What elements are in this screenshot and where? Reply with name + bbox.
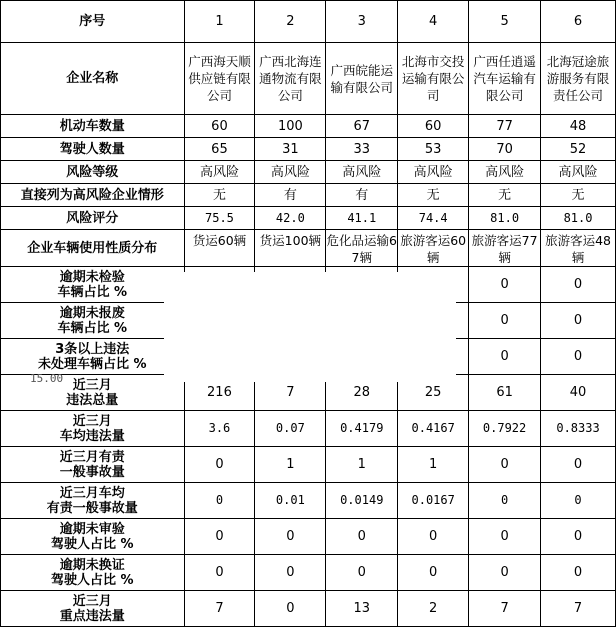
metric-value-cell: 61	[469, 375, 541, 411]
partial-value: 15.00	[30, 372, 64, 385]
metric-value-cell: 0	[541, 447, 616, 483]
metric-value-cell: 25	[398, 375, 469, 411]
metric-label-line: 逾期未报废	[59, 305, 125, 321]
metric-value-cell: 33	[326, 138, 398, 161]
metric-value-cell: 0	[541, 519, 616, 555]
metric-value-cell: 2	[398, 591, 469, 627]
company-name-row	[1, 43, 616, 115]
metric-label: 风险评分	[1, 207, 185, 230]
metric-value-cell: 0	[541, 483, 616, 519]
company-name-cell: 广西海天顺供应链有限公司	[184, 43, 255, 115]
company-name-header: 企业名称	[1, 43, 185, 115]
metric-value-cell: 0	[469, 267, 541, 303]
metric-label	[1, 339, 185, 375]
metric-value-cell: 75.5	[184, 207, 255, 230]
metric-value-cell: 有	[326, 184, 398, 207]
seq-cell: 4	[398, 1, 469, 43]
seq-row	[1, 1, 616, 43]
metric-value-cell: 0	[469, 303, 541, 339]
metric-value-cell: 40	[541, 375, 616, 411]
metric-value-cell: 旅游客运60辆	[398, 230, 469, 267]
metric-label: 直接列为高风险企业情形	[1, 184, 185, 207]
metric-value-cell: 0	[469, 483, 541, 519]
metric-value-cell: 60	[184, 115, 255, 138]
metric-value-cell: 0	[541, 267, 616, 303]
metric-value-cell: 0	[469, 555, 541, 591]
metric-value-cell: 旅游客运48辆	[541, 230, 616, 267]
metric-value-cell: 7	[184, 591, 255, 627]
metric-label-line: 违法总量	[66, 392, 119, 408]
seq-cell: 5	[469, 1, 541, 43]
metric-value-cell: 3.6	[184, 411, 255, 447]
metric-value-cell: 100	[255, 115, 326, 138]
metric-label-line: 逾期未换证	[59, 557, 125, 573]
metric-value-cell: 41.1	[326, 207, 398, 230]
metric-value-cell: 81.0	[469, 207, 541, 230]
seq-cell: 1	[184, 1, 255, 43]
metric-value-cell: 48	[541, 115, 616, 138]
metric-label-line: 一般事故量	[59, 464, 125, 480]
metric-label: 风险等级	[1, 161, 185, 184]
metric-label-line: 近三月车均	[59, 485, 125, 501]
metric-value-cell: 无	[469, 184, 541, 207]
metric-value-cell: 70	[469, 138, 541, 161]
metric-value-cell: 0	[541, 303, 616, 339]
metric-label-line: 近三月	[72, 593, 112, 609]
metric-label-line: 逾期未检验	[59, 269, 125, 285]
metric-label-line: 近三月有责	[59, 449, 125, 465]
metric-value-cell: 0	[184, 519, 255, 555]
seq-cell: 2	[255, 1, 326, 43]
metric-row	[1, 411, 616, 447]
redaction-mask	[164, 272, 456, 382]
seq-cell: 6	[541, 1, 616, 43]
metric-value-cell: 0	[255, 555, 326, 591]
metric-label-line: 近三月	[72, 377, 112, 393]
metric-value-cell: 13	[326, 591, 398, 627]
metric-label	[1, 411, 185, 447]
metric-value-cell: 高风险	[469, 161, 541, 184]
metric-value-cell: 31	[255, 138, 326, 161]
metric-label-line: 驾驶人占比 %	[50, 536, 134, 552]
metric-value-cell: 216	[184, 375, 255, 411]
metric-value-cell: 7	[255, 375, 326, 411]
metric-label-line: 未处理车辆占比 %	[37, 356, 147, 372]
metric-row	[1, 591, 616, 627]
metric-label-line: 驾驶人占比 %	[50, 572, 134, 588]
metric-row	[1, 447, 616, 483]
metric-value-cell: 0	[184, 483, 255, 519]
company-name-cell: 北海冠途旅游服务有限责任公司	[541, 43, 616, 115]
metric-row	[1, 519, 616, 555]
metric-label	[1, 483, 185, 519]
metric-value-cell: 0.0167	[398, 483, 469, 519]
metric-value-cell: 7	[469, 591, 541, 627]
metric-label	[1, 267, 185, 303]
metric-label-line: 车均违法量	[59, 428, 125, 444]
metric-label	[1, 447, 185, 483]
metric-row	[1, 483, 616, 519]
metric-label: 驾驶人数量	[1, 138, 185, 161]
metric-value-cell: 74.4	[398, 207, 469, 230]
metric-value-cell: 0	[469, 519, 541, 555]
metric-value-cell: 53	[398, 138, 469, 161]
metric-value-cell: 0	[469, 339, 541, 375]
metric-value-cell: 28	[326, 375, 398, 411]
metric-value-cell: 81.0	[541, 207, 616, 230]
company-name-cell: 广西皖能运输有限公司	[326, 43, 398, 115]
metric-label	[1, 591, 185, 627]
metric-row	[1, 230, 616, 267]
metric-label: 企业车辆使用性质分布	[1, 230, 185, 267]
metric-value-cell: 77	[469, 115, 541, 138]
company-name-cell: 广西任逍遥汽车运输有限公司	[469, 43, 541, 115]
company-name-cell: 北海市交投运输有限公司	[398, 43, 469, 115]
metric-label-line: 车辆占比 %	[57, 320, 128, 336]
metric-value-cell: 无	[398, 184, 469, 207]
metric-row	[1, 555, 616, 591]
metric-value-cell: 货运100辆	[255, 230, 326, 267]
metric-value-cell: 0	[184, 555, 255, 591]
metric-value-cell: 52	[541, 138, 616, 161]
seq-header: 序号	[1, 1, 185, 43]
metric-value-cell: 0	[398, 519, 469, 555]
metric-label	[1, 303, 185, 339]
metric-value-cell: 67	[326, 115, 398, 138]
metric-value-cell: 0.0149	[326, 483, 398, 519]
metric-value-cell: 60	[398, 115, 469, 138]
metric-value-cell: 高风险	[255, 161, 326, 184]
metric-label-line: 有责一般事故量	[46, 500, 138, 516]
metric-label	[1, 555, 185, 591]
metric-value-cell: 高风险	[326, 161, 398, 184]
metric-label-line: 车辆占比 %	[57, 284, 128, 300]
metric-value-cell: 0	[326, 519, 398, 555]
metric-value-cell: 0	[541, 339, 616, 375]
metric-value-cell: 危化品运输67辆	[326, 230, 398, 267]
metric-label-line: 近三月	[72, 413, 112, 429]
metric-value-cell: 1	[326, 447, 398, 483]
metric-value-cell: 无	[541, 184, 616, 207]
metric-label	[1, 375, 185, 411]
metric-value-cell: 0	[255, 519, 326, 555]
metric-row	[1, 207, 616, 230]
metric-value-cell: 0	[255, 591, 326, 627]
metric-value-cell: 0	[541, 555, 616, 591]
metric-value-cell: 旅游客运77辆	[469, 230, 541, 267]
metric-value-cell: 有	[255, 184, 326, 207]
company-name-cell: 广西北海连通物流有限公司	[255, 43, 326, 115]
metric-value-cell: 货运60辆	[184, 230, 255, 267]
metric-row	[1, 115, 616, 138]
metric-value-cell: 高风险	[541, 161, 616, 184]
metric-value-cell: 0	[326, 555, 398, 591]
metric-row	[1, 184, 616, 207]
metric-label	[1, 519, 185, 555]
metric-value-cell: 高风险	[398, 161, 469, 184]
metric-label-line: 3条以上违法	[55, 341, 130, 357]
metric-value-cell: 42.0	[255, 207, 326, 230]
metric-value-cell: 7	[541, 591, 616, 627]
metric-label: 机动车数量	[1, 115, 185, 138]
seq-cell: 3	[326, 1, 398, 43]
metric-value-cell: 1	[255, 447, 326, 483]
metric-row	[1, 138, 616, 161]
metric-value-cell: 0.01	[255, 483, 326, 519]
metric-value-cell: 0	[184, 447, 255, 483]
metric-value-cell: 65	[184, 138, 255, 161]
metric-value-cell: 0.07	[255, 411, 326, 447]
metric-value-cell: 0	[469, 447, 541, 483]
metric-value-cell: 0.4167	[398, 411, 469, 447]
metric-label-line: 逾期未审验	[59, 521, 125, 537]
metric-value-cell: 高风险	[184, 161, 255, 184]
metric-row	[1, 161, 616, 184]
metric-value-cell: 0	[398, 555, 469, 591]
metric-value-cell: 1	[398, 447, 469, 483]
metric-value-cell: 0.4179	[326, 411, 398, 447]
metric-label-line: 重点违法量	[59, 608, 125, 624]
metric-value-cell: 0.7922	[469, 411, 541, 447]
metric-value-cell: 无	[184, 184, 255, 207]
metric-value-cell: 0.8333	[541, 411, 616, 447]
